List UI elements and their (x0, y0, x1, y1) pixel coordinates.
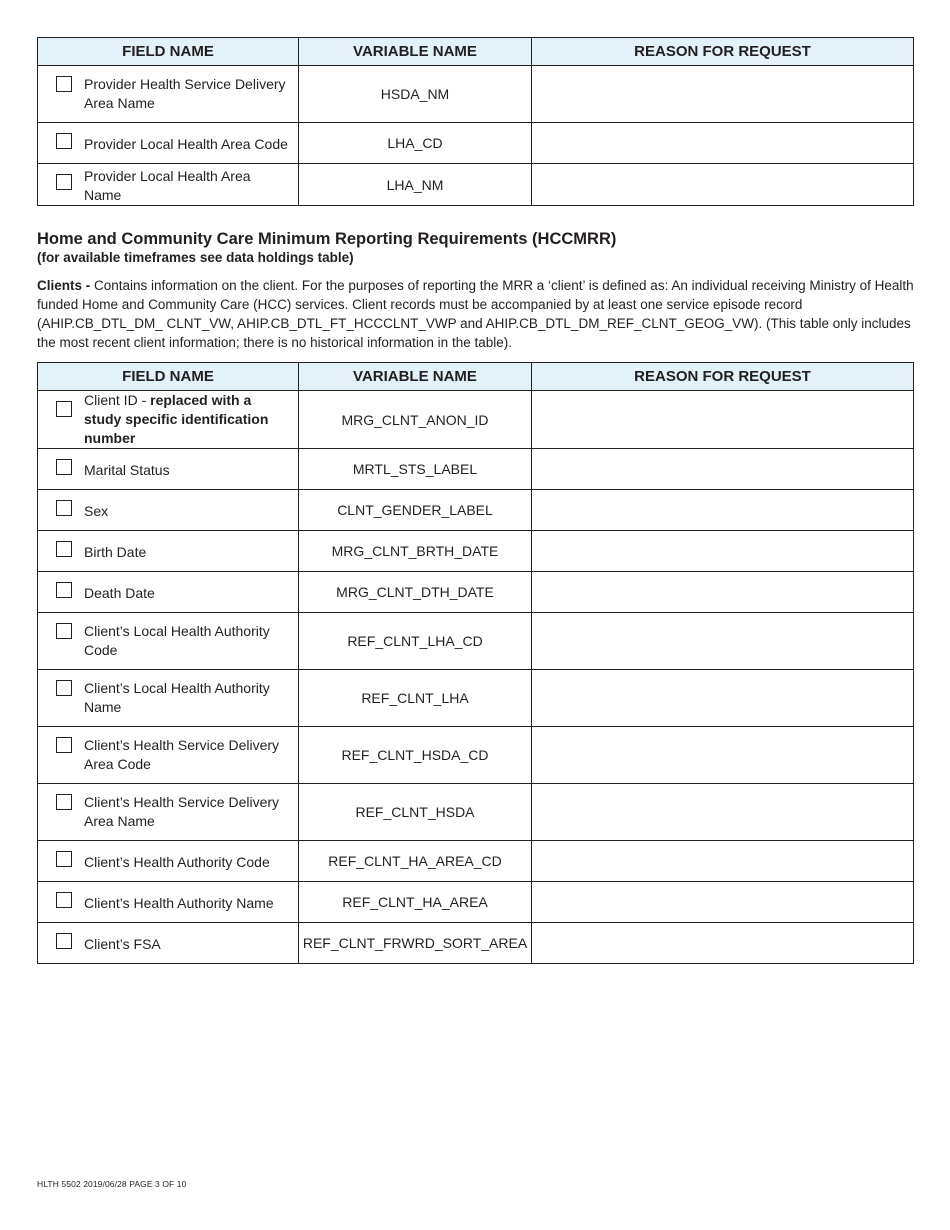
field-name-cell (38, 882, 299, 923)
provider-fields-table (37, 37, 914, 206)
reason-input[interactable] (532, 66, 914, 123)
table-row (38, 490, 914, 531)
field-label: Client’s Local Health Authority Code (84, 623, 270, 658)
table-header-row (38, 38, 914, 66)
reason-input[interactable] (532, 490, 914, 531)
field-label: Provider Local Health Area Name (84, 168, 251, 203)
field-checkbox[interactable] (56, 174, 72, 190)
reason-input[interactable] (532, 784, 914, 841)
field-name-cell (38, 784, 299, 841)
table-row (38, 923, 914, 964)
reason-input[interactable] (532, 613, 914, 670)
field-name-cell (38, 66, 299, 123)
field-name-cell (38, 449, 299, 490)
field-name-cell (38, 613, 299, 670)
field-label: Client’s FSA (84, 936, 161, 952)
variable-name-cell: HSDA_NM (299, 66, 532, 123)
table-row (38, 449, 914, 490)
field-label: Client’s Health Service Delivery Area Code (84, 737, 280, 772)
client-fields-table (37, 362, 914, 964)
field-label: Sex (84, 503, 109, 519)
field-label: Provider Local Health Area Code (84, 136, 288, 152)
variable-name-cell: REF_CLNT_HSDA (299, 784, 532, 841)
field-checkbox[interactable] (56, 582, 72, 598)
reason-input[interactable] (532, 670, 914, 727)
reason-input[interactable] (532, 391, 914, 449)
variable-name-cell: LHA_CD (299, 123, 532, 164)
field-label: Marital Status (84, 462, 170, 478)
field-checkbox[interactable] (56, 892, 72, 908)
variable-name-cell: REF_CLNT_FRWRD_SORT_AREA (299, 923, 532, 964)
field-checkbox[interactable] (56, 541, 72, 557)
field-name-header: FIELD NAME (38, 38, 299, 66)
field-name-cell (38, 490, 299, 531)
table-row (38, 670, 914, 727)
reason-input[interactable] (532, 123, 914, 164)
section-title: Home and Community Care Minimum Reporting Requirements (HCCMRR) (37, 230, 617, 248)
reason-input[interactable] (532, 923, 914, 964)
field-label: Client’s Health Authority Name (84, 895, 274, 911)
reason-input[interactable] (532, 882, 914, 923)
field-label: Death Date (84, 585, 155, 601)
field-checkbox[interactable] (56, 794, 72, 810)
section-subtitle: (for available timeframes see data holdings table) (37, 250, 354, 265)
reason-header: REASON FOR REQUEST (532, 38, 914, 66)
field-name-header: FIELD NAME (38, 363, 299, 391)
field-name-cell (38, 164, 299, 206)
table-row (38, 784, 914, 841)
table-row (38, 164, 914, 206)
reason-input[interactable] (532, 531, 914, 572)
field-label: Provider Health Service Delivery Area Name (84, 76, 286, 111)
variable-name-cell: MRTL_STS_LABEL (299, 449, 532, 490)
field-name-cell (38, 670, 299, 727)
table-row (38, 882, 914, 923)
field-label-note: replaced with a study specific identification number (84, 392, 269, 446)
variable-name-header: VARIABLE NAME (299, 38, 532, 66)
field-name-cell (38, 531, 299, 572)
field-checkbox[interactable] (56, 401, 72, 417)
variable-name-cell: MRG_CLNT_DTH_DATE (299, 572, 532, 613)
table-row (38, 123, 914, 164)
reason-input[interactable] (532, 449, 914, 490)
table-row (38, 531, 914, 572)
field-label: Client’s Local Health Authority Name (84, 680, 270, 715)
table-row (38, 613, 914, 670)
field-checkbox[interactable] (56, 933, 72, 949)
field-name-cell (38, 123, 299, 164)
variable-name-cell: MRG_CLNT_ANON_ID (299, 391, 532, 449)
variable-name-cell: REF_CLNT_HA_AREA_CD (299, 841, 532, 882)
field-label: Client’s Health Authority Code (84, 854, 270, 870)
table-row (38, 841, 914, 882)
field-name-cell (38, 727, 299, 784)
table-header-row (38, 363, 914, 391)
variable-name-cell: REF_CLNT_LHA (299, 670, 532, 727)
description-text: Contains information on the client. For the purposes of reporting the MRR a ‘client’ is defined as: An individual receiving Ministry of Health funded Home and Community Care (HCC) services. Client records must be accompanied by at least one service episode record (AHIP.CB_DTL_DM_ CLNT_VW, AHIP.CB_DTL_FT_HCCCLNT_VWP and AHIP.CB_DTL_DM_REF_CLNT_GEOG_VW). (This table only includes the most recent client information; there is no historical information in the table). (37, 278, 914, 350)
page-footer: HLTH 5502 2019/06/28 PAGE 3 OF 10 (37, 1179, 187, 1189)
table-row (38, 66, 914, 123)
section-description (37, 276, 917, 352)
field-checkbox[interactable] (56, 623, 72, 639)
reason-header: REASON FOR REQUEST (532, 363, 914, 391)
reason-input[interactable] (532, 727, 914, 784)
field-checkbox[interactable] (56, 851, 72, 867)
field-name-cell (38, 572, 299, 613)
table-row (38, 727, 914, 784)
variable-name-cell: REF_CLNT_HA_AREA (299, 882, 532, 923)
variable-name-header: VARIABLE NAME (299, 363, 532, 391)
field-name-cell (38, 923, 299, 964)
field-checkbox[interactable] (56, 459, 72, 475)
table-row (38, 572, 914, 613)
field-label: Birth Date (84, 544, 147, 560)
field-checkbox[interactable] (56, 680, 72, 696)
field-checkbox[interactable] (56, 76, 72, 92)
field-name-cell (38, 391, 299, 449)
field-checkbox[interactable] (56, 133, 72, 149)
field-name-cell (38, 841, 299, 882)
field-label: Client’s Health Service Delivery Area Name (84, 794, 280, 829)
variable-name-cell: CLNT_GENDER_LABEL (299, 490, 532, 531)
variable-name-cell: REF_CLNT_HSDA_CD (299, 727, 532, 784)
reason-input[interactable] (532, 841, 914, 882)
description-label: Clients - (37, 278, 91, 293)
variable-name-cell: REF_CLNT_LHA_CD (299, 613, 532, 670)
field-label: Client ID - (84, 392, 151, 408)
field-checkbox[interactable] (56, 737, 72, 753)
reason-input[interactable] (532, 572, 914, 613)
variable-name-cell: MRG_CLNT_BRTH_DATE (299, 531, 532, 572)
field-checkbox[interactable] (56, 500, 72, 516)
variable-name-cell: LHA_NM (299, 164, 532, 206)
table-row (38, 391, 914, 449)
reason-input[interactable] (532, 164, 914, 206)
